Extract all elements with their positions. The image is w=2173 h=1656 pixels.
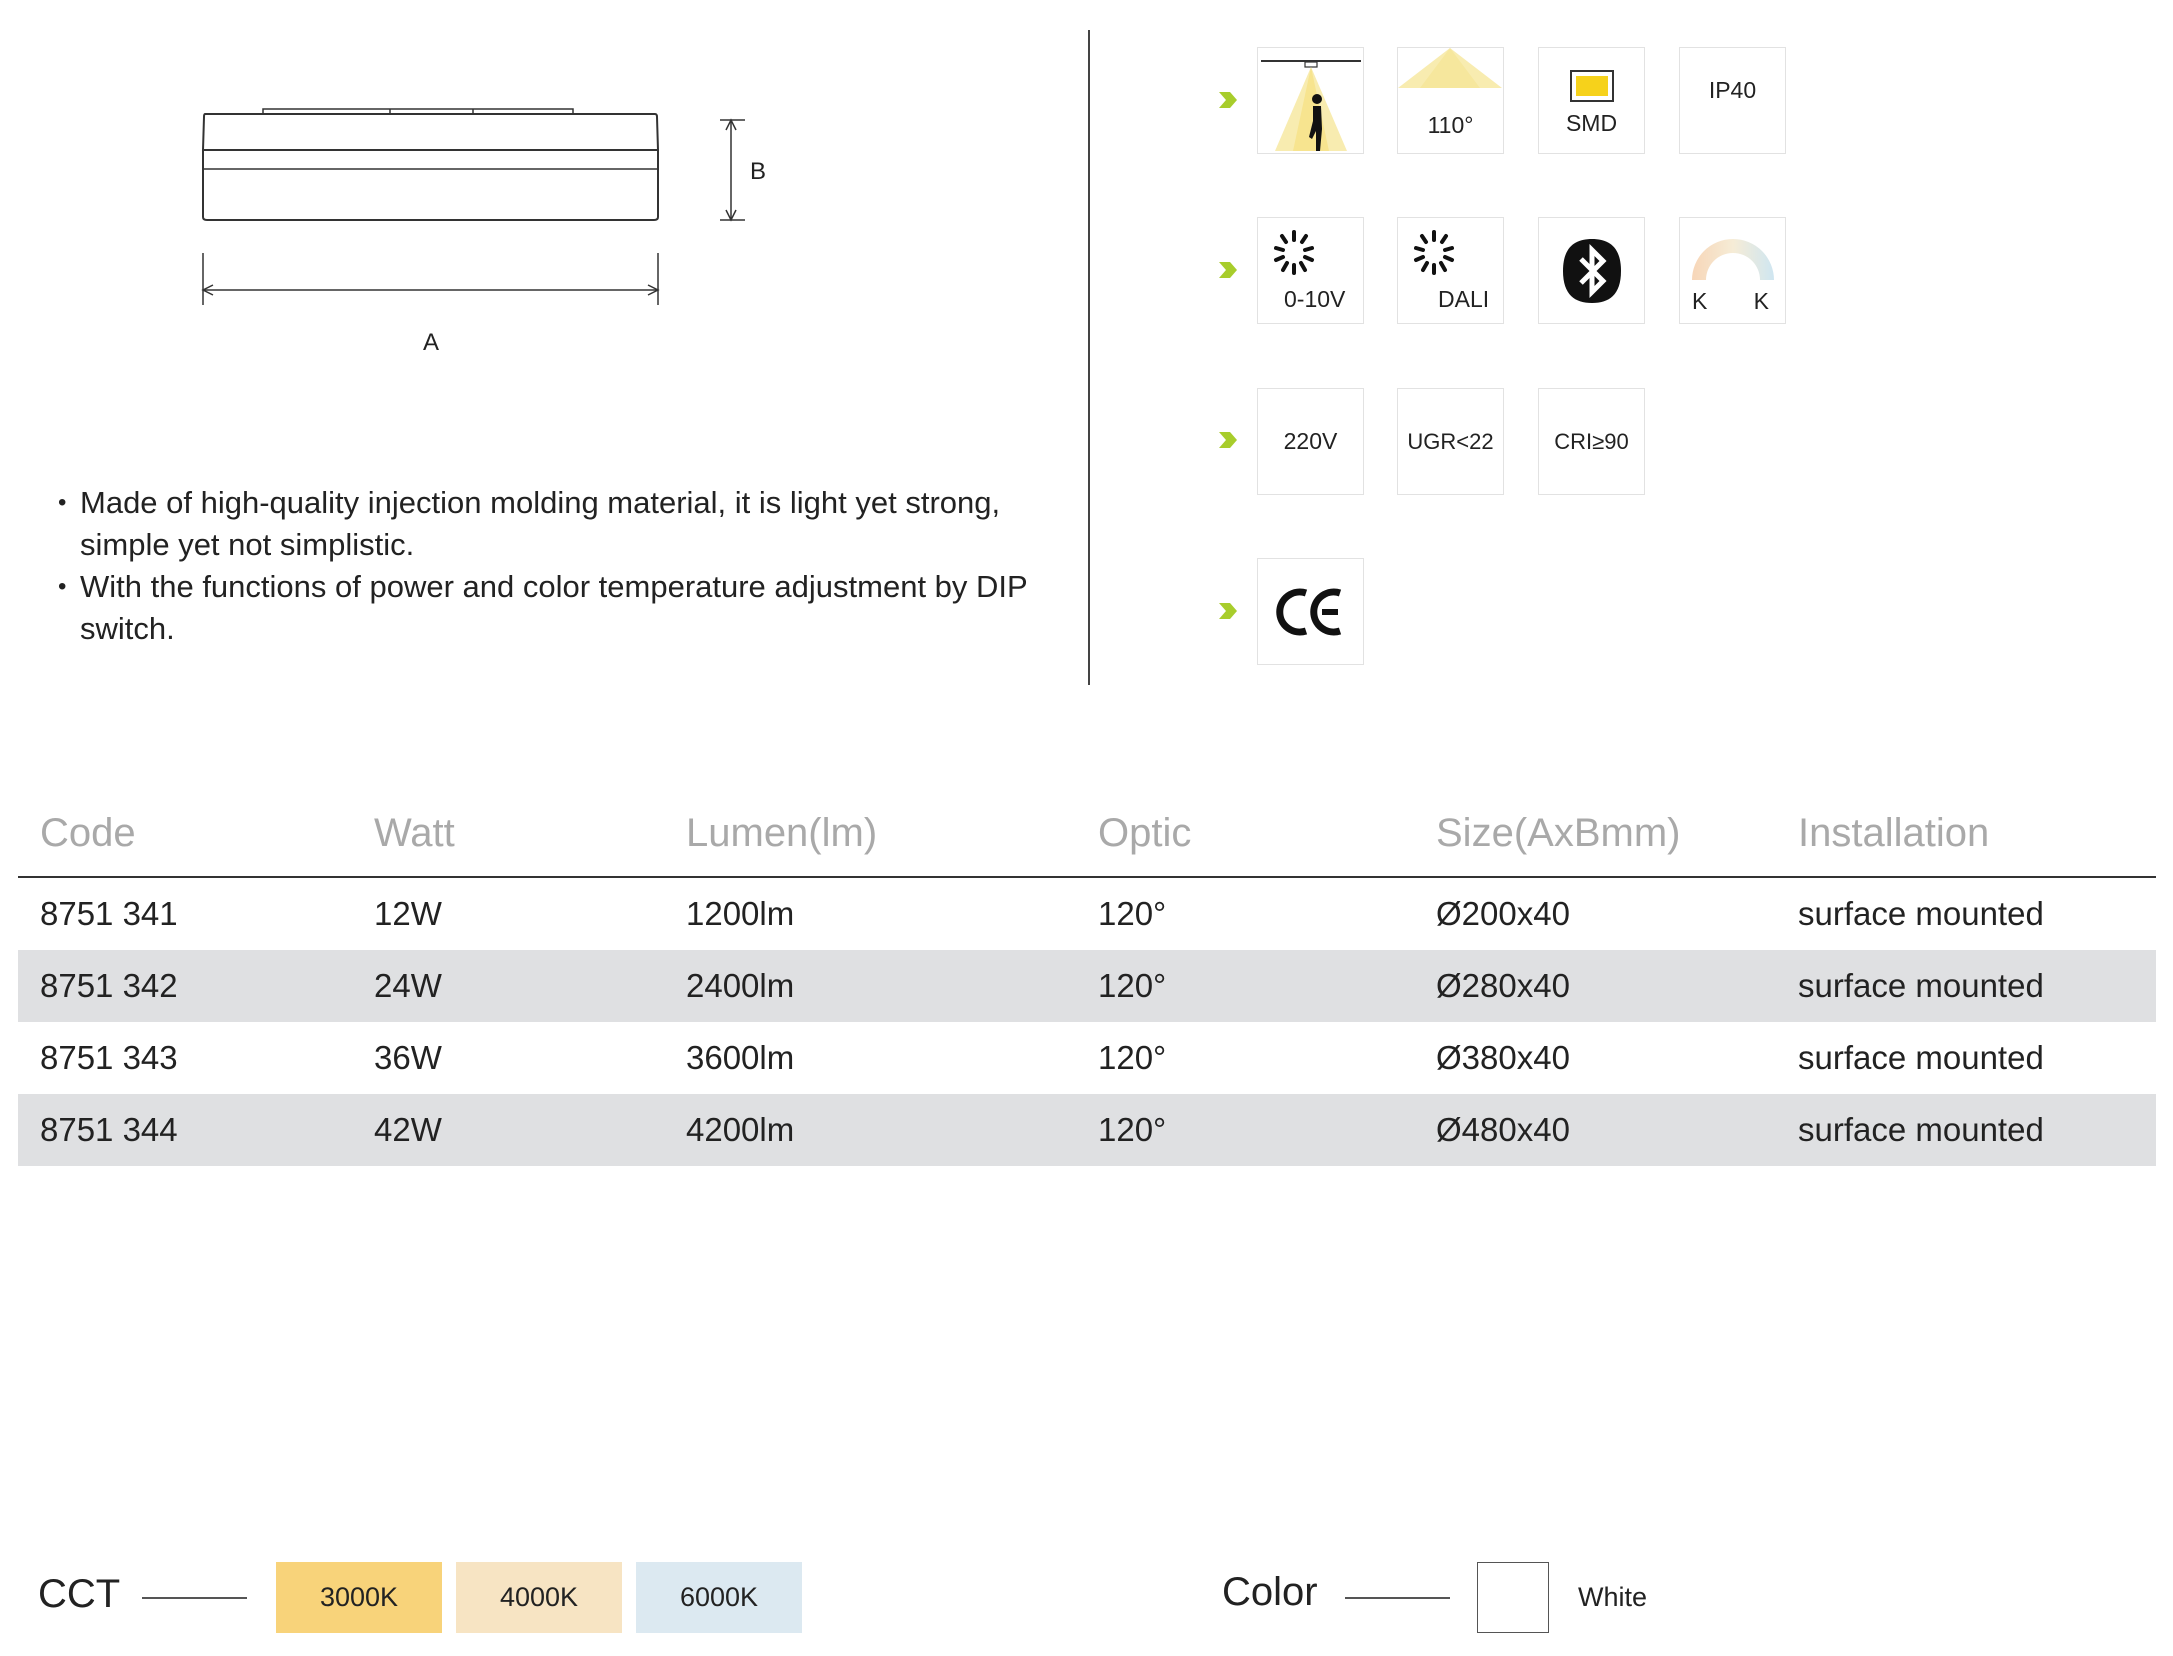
cell-size: Ø380x40 <box>1436 1039 1570 1076</box>
dimension-drawing <box>190 95 830 375</box>
header-code: Code <box>40 810 136 855</box>
cell-lumen: 1200lm <box>686 895 795 932</box>
cct-connector-line <box>142 1597 247 1599</box>
ce-mark-icon <box>1257 558 1364 665</box>
cri-label: CRI≥90 <box>1554 428 1629 454</box>
header-installation: Installation <box>1798 810 1990 855</box>
vertical-divider <box>1088 30 1090 685</box>
table-row <box>18 1094 2156 1166</box>
tunable-white-icon <box>1679 217 1786 324</box>
cell-watt: 36W <box>374 1039 442 1076</box>
chevron-right-icon <box>1218 602 1238 620</box>
cct-swatch-label: 4000K <box>499 1582 579 1612</box>
smd-label: SMD <box>1565 110 1618 136</box>
cct-swatch-label: 6000K <box>679 1582 759 1612</box>
dimmer-dali-icon <box>1397 217 1504 324</box>
cell-optic: 120° <box>1098 967 1167 1004</box>
color-connector-line <box>1345 1597 1450 1599</box>
cell-installation: surface mounted <box>1798 1111 2044 1148</box>
spec-table <box>18 790 2156 1166</box>
tunable-k-right: K <box>1753 288 1769 314</box>
cell-size: Ø480x40 <box>1436 1111 1570 1148</box>
dimmer-0-10v-label: 0-10V <box>1284 286 1346 312</box>
chevron-right-icon <box>1218 91 1238 109</box>
table-header <box>18 790 2156 878</box>
header-size: Size(AxBmm) <box>1436 810 1681 855</box>
cell-lumen: 2400lm <box>686 967 795 1004</box>
cell-watt: 42W <box>374 1111 442 1148</box>
cell-optic: 120° <box>1098 1039 1167 1076</box>
ip-rating-label: IP40 <box>1708 77 1757 103</box>
cell-installation: surface mounted <box>1798 967 2044 1004</box>
cell-size: Ø280x40 <box>1436 967 1570 1004</box>
cct-swatch-3000k <box>276 1562 442 1633</box>
cri-icon <box>1538 388 1645 495</box>
bluetooth-icon <box>1538 217 1645 324</box>
ugr-label: UGR<22 <box>1407 428 1494 454</box>
smd-led-icon <box>1538 47 1645 154</box>
feature-bullet: • Made of high-quality injection molding material, it is light yet strong, simple yet not simplistic. <box>58 482 1038 566</box>
voltage-icon <box>1257 388 1364 495</box>
table-row <box>18 1022 2156 1094</box>
cell-code: 8751 341 <box>40 895 178 932</box>
header-optic: Optic <box>1098 810 1192 855</box>
dim-b-label: B <box>750 158 767 185</box>
cell-watt: 24W <box>374 967 442 1004</box>
cct-label: CCT <box>38 1572 121 1616</box>
cell-installation: surface mounted <box>1798 1039 2044 1076</box>
table-row <box>18 950 2156 1022</box>
ip-rating-icon <box>1679 47 1786 154</box>
chevron-right-icon <box>1218 431 1238 449</box>
cell-lumen: 3600lm <box>686 1039 795 1076</box>
beam-angle-icon <box>1397 47 1504 154</box>
cell-code: 8751 344 <box>40 1111 178 1148</box>
cell-lumen: 4200lm <box>686 1111 795 1148</box>
header-lumen: Lumen(lm) <box>686 810 878 855</box>
beam-angle-label: 110° <box>1427 112 1474 138</box>
cell-optic: 120° <box>1098 1111 1167 1148</box>
color-swatch-white <box>1477 1562 1549 1633</box>
voltage-label: 220V <box>1283 428 1338 454</box>
table-row <box>18 878 2156 950</box>
ugr-icon <box>1397 388 1504 495</box>
feature-list <box>58 482 1038 650</box>
dimmer-0-10v-icon <box>1257 217 1364 324</box>
cell-optic: 120° <box>1098 895 1167 932</box>
header-watt: Watt <box>374 810 455 855</box>
cell-installation: surface mounted <box>1798 895 2044 932</box>
feature-bullet: • With the functions of power and color temperature adjustment by DIP switch. <box>58 566 1038 650</box>
cell-watt: 12W <box>374 895 442 932</box>
cell-code: 8751 342 <box>40 967 178 1004</box>
cell-size: Ø200x40 <box>1436 895 1570 932</box>
cct-swatch-6000k <box>636 1562 802 1633</box>
tunable-k-left: K <box>1692 288 1708 314</box>
downlight-beam-icon <box>1257 47 1364 154</box>
cct-swatch-label: 3000K <box>319 1582 399 1612</box>
dim-a-label: A <box>423 329 440 356</box>
dimmer-dali-label: DALI <box>1438 286 1490 312</box>
color-swatch-label: White <box>1578 1582 1648 1612</box>
cell-code: 8751 343 <box>40 1039 178 1076</box>
color-label: Color <box>1222 1570 1318 1614</box>
cct-swatch-4000k <box>456 1562 622 1633</box>
chevron-right-icon <box>1218 261 1238 279</box>
